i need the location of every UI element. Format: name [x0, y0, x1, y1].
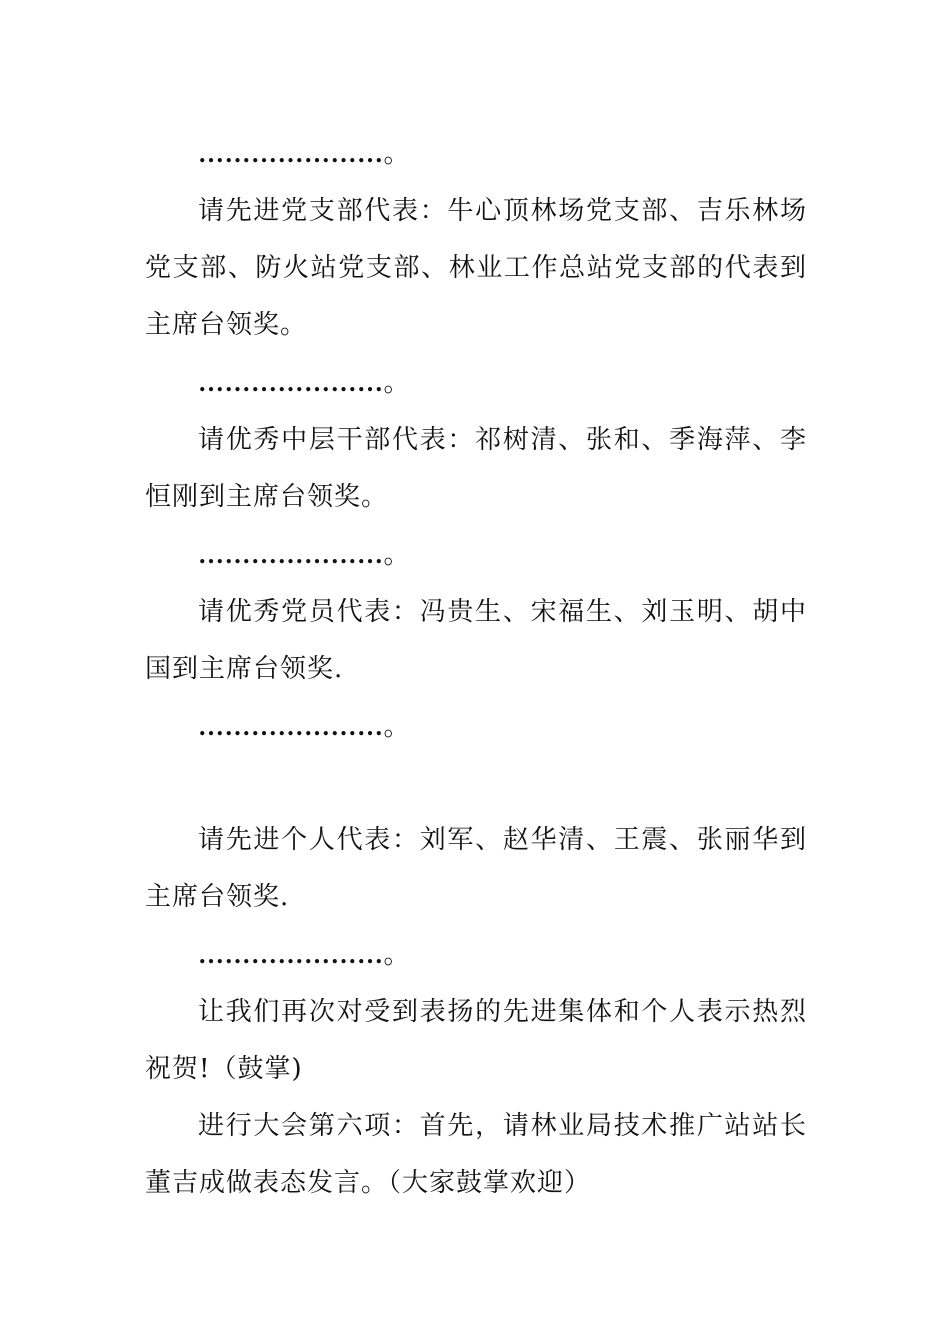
ellipsis-period: 。: [383, 712, 410, 742]
paragraph-agenda-item-six: 进行大会第六项：首先，请林业局技术推广站站长董吉成做表态发言。（大家鼓掌欢迎）: [145, 1111, 807, 1198]
ellipsis-dots: …………………: [198, 368, 384, 397]
paragraph-middle-cadre-reps: 请优秀中层干部代表：祁树清、张和、季海萍、李恒刚到主席台领奖。: [145, 425, 807, 512]
blank-line: [145, 756, 807, 812]
paragraph-individual-reps: 请先进个人代表：刘军、赵华清、王震、张丽华到主席台领奖.: [145, 825, 807, 912]
paragraph-party-branch-reps: 请先进党支部代表：牛心顶林场党支部、吉乐林场党支部、防火站党支部、林业工作总站党支部的代表到主席台领奖。: [145, 196, 807, 340]
paragraph-party-member-reps: 请优秀党员代表：冯贵生、宋福生、刘玉明、胡中国到主席台领奖.: [145, 597, 807, 684]
document-body: [145, 125, 807, 1212]
ellipsis-dots: …………………: [198, 712, 384, 741]
ellipsis-dots: …………………: [198, 940, 384, 969]
ellipsis-line: [145, 698, 807, 756]
ellipsis-period: 。: [383, 940, 410, 970]
ellipsis-line: [145, 354, 807, 412]
ellipsis-dots: …………………: [198, 139, 384, 168]
ellipsis-period: 。: [383, 540, 410, 570]
ellipsis-line: [145, 526, 807, 584]
ellipsis-period: 。: [383, 368, 410, 398]
ellipsis-dots: …………………: [198, 540, 384, 569]
ellipsis-period: 。: [383, 139, 410, 169]
paragraph-congratulations: 让我们再次对受到表扬的先进集体和个人表示热烈祝贺!（鼓掌): [145, 997, 807, 1084]
ellipsis-line: [145, 926, 807, 984]
ellipsis-line: [145, 125, 807, 183]
